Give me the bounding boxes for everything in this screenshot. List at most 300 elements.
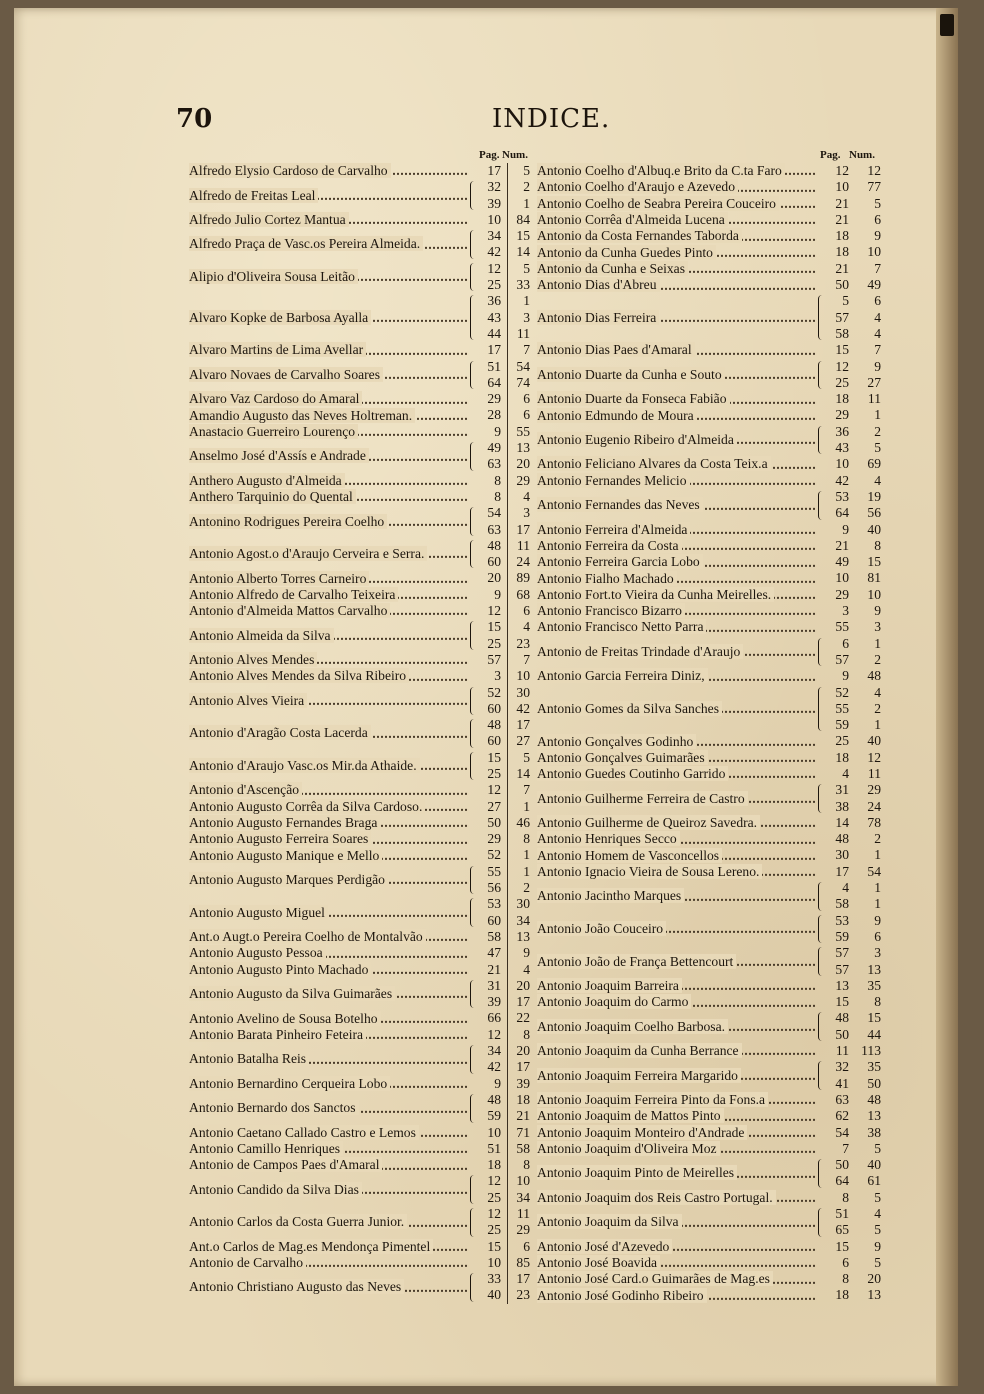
page-ref: 25 (487, 635, 501, 651)
num-ref: 17 (516, 1271, 530, 1287)
entry-name (537, 1255, 819, 1271)
num-ref: 34 (516, 912, 530, 928)
page-ref: 5 (842, 293, 849, 309)
index-entry (537, 359, 897, 392)
entry-name-text: Antonio Edmundo de Moura (537, 407, 697, 422)
entry-name-text: Antonio Guedes Coutinho Garrido (537, 766, 728, 781)
page-refs (825, 1059, 855, 1092)
page-ref: 40 (487, 1287, 501, 1303)
page-ref: 48 (487, 1091, 501, 1107)
num-ref: 4 (874, 309, 881, 325)
entry-name-text: Antonio Joaquim da Cunha Berrance (537, 1043, 742, 1058)
page-ref: 12 (487, 1206, 501, 1221)
index-entry (537, 1059, 897, 1092)
page-ref: 49 (487, 440, 501, 456)
page-ref: 15 (487, 619, 501, 635)
num-ref: 20 (516, 1043, 530, 1059)
entry-name (537, 570, 819, 586)
index-entry (537, 978, 897, 994)
entry-name-text: Antonio Garcia Ferreira Diniz, (537, 668, 708, 683)
entry-name-text: Antonio Gomes da Silva Sanches (537, 701, 722, 716)
num-ref: 11 (867, 391, 881, 407)
page-refs (825, 636, 855, 669)
page-spine (936, 8, 958, 1386)
num-refs (507, 1141, 538, 1157)
num-ref: 21 (516, 1108, 530, 1124)
page-ref: 63 (487, 521, 501, 537)
entry-name (537, 1287, 819, 1303)
page-ref: 53 (835, 912, 849, 928)
page-refs (825, 554, 855, 570)
index-entry (537, 1043, 897, 1059)
page-refs (477, 228, 507, 261)
num-ref: 11 (516, 325, 530, 341)
page-ref: 50 (835, 277, 849, 293)
index-entry (189, 587, 549, 603)
page-refs (825, 1141, 855, 1157)
brace (818, 1012, 825, 1041)
index-entry (189, 685, 549, 718)
page-refs (825, 603, 855, 619)
entry-name (189, 1076, 471, 1092)
num-ref: 3 (874, 619, 881, 635)
page-refs (825, 277, 855, 293)
entry-name-text: Antonino Rodrigues Pereira Coelho (189, 513, 387, 528)
num-refs (855, 603, 889, 619)
index-entry (537, 1255, 897, 1271)
index-entry (537, 1206, 897, 1239)
entry-name (189, 269, 471, 285)
entry-name (189, 513, 471, 529)
entry-name (537, 1125, 819, 1141)
entry-name-text: Antonio Eugenio Ribeiro d'Almeida (537, 432, 737, 447)
page-ref: 18 (835, 228, 849, 244)
page-ref: 53 (835, 488, 849, 504)
page-ref: 12 (487, 603, 501, 619)
num-refs (855, 750, 889, 766)
entry-name-text: Antonio Corrêa d'Almeida Lucena (537, 212, 728, 227)
num-ref: 54 (516, 358, 530, 374)
index-entry (537, 880, 897, 913)
num-ref: 6 (523, 391, 530, 407)
page-refs (477, 815, 507, 831)
page-ref: 43 (487, 309, 501, 325)
entry-name (189, 1051, 471, 1067)
num-refs (507, 228, 538, 261)
index-entry (189, 228, 549, 261)
page-ref: 60 (487, 912, 501, 928)
entry-name-text: Antonio Feliciano Alvares da Costa Teix.a (537, 456, 771, 471)
page-refs (825, 1092, 855, 1108)
entry-name-text: Antonio Agost.o d'Araujo Cerveira e Serra. (189, 546, 427, 561)
page-ref: 64 (835, 1173, 849, 1189)
index-entry (189, 896, 549, 929)
page-refs (825, 913, 855, 946)
page-refs (825, 163, 855, 179)
num-ref: 34 (516, 1189, 530, 1205)
index-entry (189, 945, 549, 961)
page-refs (477, 424, 507, 440)
page-ref: 14 (835, 814, 849, 830)
page-refs (477, 652, 507, 668)
brace (470, 540, 477, 569)
page-refs (825, 864, 855, 880)
entry-name (189, 652, 471, 668)
num-refs (855, 880, 889, 913)
page-refs (477, 619, 507, 652)
num-ref: 6 (523, 1238, 530, 1254)
num-refs (507, 1076, 538, 1092)
page-refs (477, 391, 507, 407)
index-entry (537, 1190, 897, 1206)
entry-name-text: Antonio d'Araujo Vasc.os Mir.da Athaide. (189, 758, 420, 773)
num-ref: 5 (874, 1254, 881, 1270)
index-entry (189, 261, 549, 294)
entry-name-text: Antonio Joaquim Ferreira Margarido (537, 1067, 741, 1082)
index-entry (537, 570, 897, 586)
entry-name (537, 888, 819, 904)
index-entry (189, 1027, 549, 1043)
page-ref: 50 (487, 814, 501, 830)
num-ref: 27 (867, 374, 881, 390)
page-refs (825, 489, 855, 522)
num-ref: 13 (867, 1108, 881, 1124)
entry-name-text: Antonio Caetano Callado Castro e Lemos (189, 1125, 419, 1140)
entry-name-text: Antonio de Carvalho (189, 1255, 306, 1270)
page-ref: 33 (487, 1271, 501, 1287)
index-entry (189, 1043, 549, 1076)
entry-name (537, 456, 819, 472)
num-refs (507, 212, 538, 228)
entry-name-text: Antonio Coelho d'Albuq.e Brito da C.ta Faro (537, 163, 785, 178)
page-ref: 66 (487, 1010, 501, 1026)
num-refs (507, 1206, 538, 1239)
page-ref: 63 (487, 456, 501, 472)
entry-name (189, 1279, 471, 1295)
page-refs (477, 929, 507, 945)
num-refs (855, 1157, 889, 1190)
page-ref: 48 (487, 717, 501, 733)
entry-name-text: Antonio da Cunha Guedes Pinto (537, 244, 716, 259)
entry-name-text: Antonio Francisco Bizarro (537, 603, 685, 618)
num-ref: 38 (867, 1124, 881, 1140)
entry-name-text: Ant.o Augt.o Pereira Coelho de Montalvão (189, 929, 426, 944)
page-refs (477, 342, 507, 358)
page-refs (477, 440, 507, 473)
page-ref: 31 (487, 977, 501, 993)
page-ref: 48 (835, 831, 849, 847)
entry-name (537, 179, 819, 195)
brace (470, 263, 477, 292)
num-ref: 9 (874, 603, 881, 619)
brace (818, 1061, 825, 1090)
num-refs (507, 668, 538, 684)
index-column-right (537, 149, 897, 1304)
entry-name (189, 212, 471, 228)
num-refs (855, 1125, 889, 1141)
num-refs (855, 782, 889, 815)
page-ref: 12 (487, 1173, 501, 1189)
num-ref: 85 (516, 1254, 530, 1270)
index-entry (537, 587, 897, 603)
entry-name (537, 407, 819, 423)
num-refs (507, 815, 538, 831)
pag-header: Pag. (479, 149, 500, 161)
entry-name (189, 627, 471, 643)
entry-name (537, 391, 819, 407)
page-ref: 7 (842, 1140, 849, 1156)
entry-name (537, 733, 819, 749)
page-ref: 51 (487, 1140, 501, 1156)
entry-name-text: Antonio Ferreira d'Almeida (537, 522, 690, 537)
entry-name-text: Antonio Augusto Fernandes Braga (189, 815, 380, 830)
entry-name-text: Antonio da Cunha e Seixas (537, 261, 688, 276)
num-refs (507, 293, 538, 342)
brace (818, 1208, 825, 1237)
page-ref: 60 (487, 733, 501, 749)
entry-name (189, 1239, 471, 1255)
page-ref: 29 (835, 407, 849, 423)
num-refs (507, 163, 538, 179)
page-ref: 55 (835, 700, 849, 716)
entry-name (537, 212, 819, 228)
page-ref: 21 (487, 961, 501, 977)
page-ref: 21 (835, 537, 849, 553)
entry-name-text: Antonio João Couceiro (537, 921, 666, 936)
page-refs (477, 359, 507, 392)
index-entry (189, 1271, 549, 1304)
num-refs (855, 228, 889, 244)
entry-name (189, 758, 471, 774)
page-refs (477, 831, 507, 847)
brace (470, 1045, 477, 1074)
entry-name-text: Antonio Homem de Vasconcellos (537, 847, 722, 862)
num-refs (855, 570, 889, 586)
num-ref: 68 (516, 586, 530, 602)
entry-name-text: Antonio José Godinho Ribeiro (537, 1287, 707, 1302)
page-ref: 6 (842, 1254, 849, 1270)
num-ref: 7 (523, 651, 530, 667)
num-ref: 1 (874, 635, 881, 651)
num-ref: 2 (874, 423, 881, 439)
entry-name-text: Antonio Joaquim d'Oliveira Moz (537, 1141, 720, 1156)
page-ref: 12 (487, 260, 501, 276)
num-ref: 9 (874, 358, 881, 374)
num-refs (855, 522, 889, 538)
page-refs (477, 163, 507, 179)
entry-name-text: Antonio Guilherme Ferreira de Castro (537, 790, 748, 805)
index-entry (189, 1092, 549, 1125)
num-refs (507, 603, 538, 619)
pag-header: Pag. (820, 149, 841, 161)
index-entry (189, 799, 549, 815)
num-ref: 2 (523, 179, 530, 195)
index-entry (189, 359, 549, 392)
index-entry (537, 913, 897, 946)
page-ref: 13 (835, 977, 849, 993)
num-ref: 22 (516, 1010, 530, 1026)
num-ref: 40 (867, 1157, 881, 1173)
index-entry (189, 424, 549, 440)
num-ref: 2 (874, 700, 881, 716)
num-refs (507, 619, 538, 652)
num-ref: 74 (516, 374, 530, 390)
page-refs (477, 1173, 507, 1206)
page-ref: 4 (842, 765, 849, 781)
num-refs (507, 1027, 538, 1043)
entry-name-text: Antonio Joaquim Coelho Barbosa. (537, 1019, 728, 1034)
num-ref: 10 (516, 668, 530, 684)
page-refs (825, 212, 855, 228)
page-refs (825, 782, 855, 815)
entry-name-text: Antonio Alfredo de Carvalho Teixeira (189, 587, 398, 602)
page-refs (477, 750, 507, 783)
index-entry (537, 782, 897, 815)
num-ref: 23 (516, 635, 530, 651)
page-refs (825, 456, 855, 472)
page-ref: 65 (835, 1222, 849, 1238)
entry-name-text: Alvaro Vaz Cardoso do Amaral (189, 391, 362, 406)
entry-name (189, 424, 471, 440)
page-ref: 54 (487, 505, 501, 521)
entry-name-text: Antonio Augusto Marques Perdigão (189, 872, 388, 887)
num-refs (855, 619, 889, 635)
index-entry (537, 554, 897, 570)
brace (470, 1094, 477, 1123)
entry-name-text: Alvaro Kopke de Barbosa Ayalla (189, 310, 371, 325)
index-entry (537, 603, 897, 619)
num-ref: 84 (516, 211, 530, 227)
entry-name (537, 790, 819, 806)
index-entry (537, 196, 897, 212)
entry-name (537, 522, 819, 538)
index-entry (189, 1239, 549, 1255)
index-entry (537, 424, 897, 457)
page-ref: 3 (494, 668, 501, 684)
num-refs (855, 847, 889, 863)
brace (818, 784, 825, 813)
entry-name-text: Antonio da Costa Fernandes Taborda (537, 228, 742, 243)
num-refs (507, 391, 538, 407)
entry-name-text: Antonio Dias Ferreira (537, 310, 659, 325)
index-entry (537, 733, 897, 749)
entry-name-text: Antonio Batalha Reis (189, 1051, 309, 1066)
num-refs (855, 636, 889, 669)
page-refs (477, 1010, 507, 1026)
page-ref: 9 (494, 586, 501, 602)
entry-name (189, 587, 471, 603)
num-refs (507, 896, 538, 929)
brace (470, 361, 477, 390)
page-ref: 18 (487, 1157, 501, 1173)
entry-name (189, 799, 471, 815)
entry-name (537, 847, 819, 863)
num-refs (855, 179, 889, 195)
num-ref: 1 (523, 293, 530, 309)
entry-name (537, 244, 819, 260)
num-refs (855, 1059, 889, 1092)
num-ref: 39 (516, 1075, 530, 1091)
entry-name (537, 367, 819, 383)
page-ref: 18 (835, 749, 849, 765)
page-refs (477, 1255, 507, 1271)
entry-name (189, 1125, 471, 1141)
num-refs (507, 407, 538, 423)
num-refs (507, 1271, 538, 1304)
page-ref: 48 (835, 1010, 849, 1026)
index-entry (537, 1125, 897, 1141)
num-ref: 20 (516, 977, 530, 993)
num-refs (507, 1092, 538, 1125)
num-header: Num. (849, 149, 875, 161)
entry-name-text: Antonio Joaquim Monteiro d'Andrade (537, 1125, 747, 1140)
num-refs (507, 652, 538, 668)
index-entry (537, 1092, 897, 1108)
page-refs (825, 815, 855, 831)
entry-name (537, 668, 819, 684)
page-refs (477, 473, 507, 489)
page-ref: 58 (835, 325, 849, 341)
index-entry (189, 1141, 549, 1157)
page-refs (477, 1239, 507, 1255)
brace (470, 1175, 477, 1204)
num-refs (507, 1157, 538, 1173)
index-entry (537, 994, 897, 1010)
num-ref: 14 (516, 765, 530, 781)
num-refs (507, 342, 538, 358)
page-ref: 34 (487, 228, 501, 244)
entry-name-text: Antonio Camillo Henriques (189, 1141, 343, 1156)
page-ref: 18 (835, 1287, 849, 1303)
page-refs (477, 1043, 507, 1076)
page-ref: 8 (842, 1271, 849, 1287)
column-header (189, 149, 549, 163)
entry-name-text: Antonio Alves Mendes da Silva Ribeiro (189, 668, 409, 683)
page-refs (825, 424, 855, 457)
index-entry (537, 847, 897, 863)
num-ref: 1 (874, 896, 881, 912)
num-ref: 3 (523, 309, 530, 325)
entry-name-text: Antonio Coelho d'Araujo e Azevedo (537, 179, 738, 194)
entry-name (189, 847, 471, 863)
page-ref: 12 (835, 358, 849, 374)
entry-name-text: Alfredo Praça de Vasc.os Pereira Almeida. (189, 236, 423, 251)
num-ref: 4 (874, 684, 881, 700)
index-entry (537, 668, 897, 684)
page-refs (825, 1125, 855, 1141)
entry-name-text: Alfredo Julio Cortez Mantua (189, 212, 349, 227)
index-entry (189, 1173, 549, 1206)
page-ref: 15 (835, 1238, 849, 1254)
num-ref: 44 (867, 1026, 881, 1042)
page-ref: 25 (487, 765, 501, 781)
index-entry (189, 750, 549, 783)
num-refs (507, 1239, 538, 1255)
num-ref: 46 (516, 814, 530, 830)
num-refs (507, 1173, 538, 1206)
entry-name-text: Antonio Gonçalves Godinho (537, 733, 696, 748)
brace (818, 491, 825, 520)
entry-name (189, 782, 471, 798)
entry-name-text: Alipio d'Oliveira Sousa Leitão (189, 269, 358, 284)
entry-name-text: Antonio Joaquim de Mattos Pinto (537, 1108, 724, 1123)
entry-name-text: Antonio José d'Azevedo (537, 1239, 672, 1254)
entry-name (189, 163, 471, 179)
index-entry (189, 179, 549, 212)
page-ref: 36 (487, 293, 501, 309)
entry-name (189, 1214, 471, 1230)
page-ref: 39 (487, 994, 501, 1010)
